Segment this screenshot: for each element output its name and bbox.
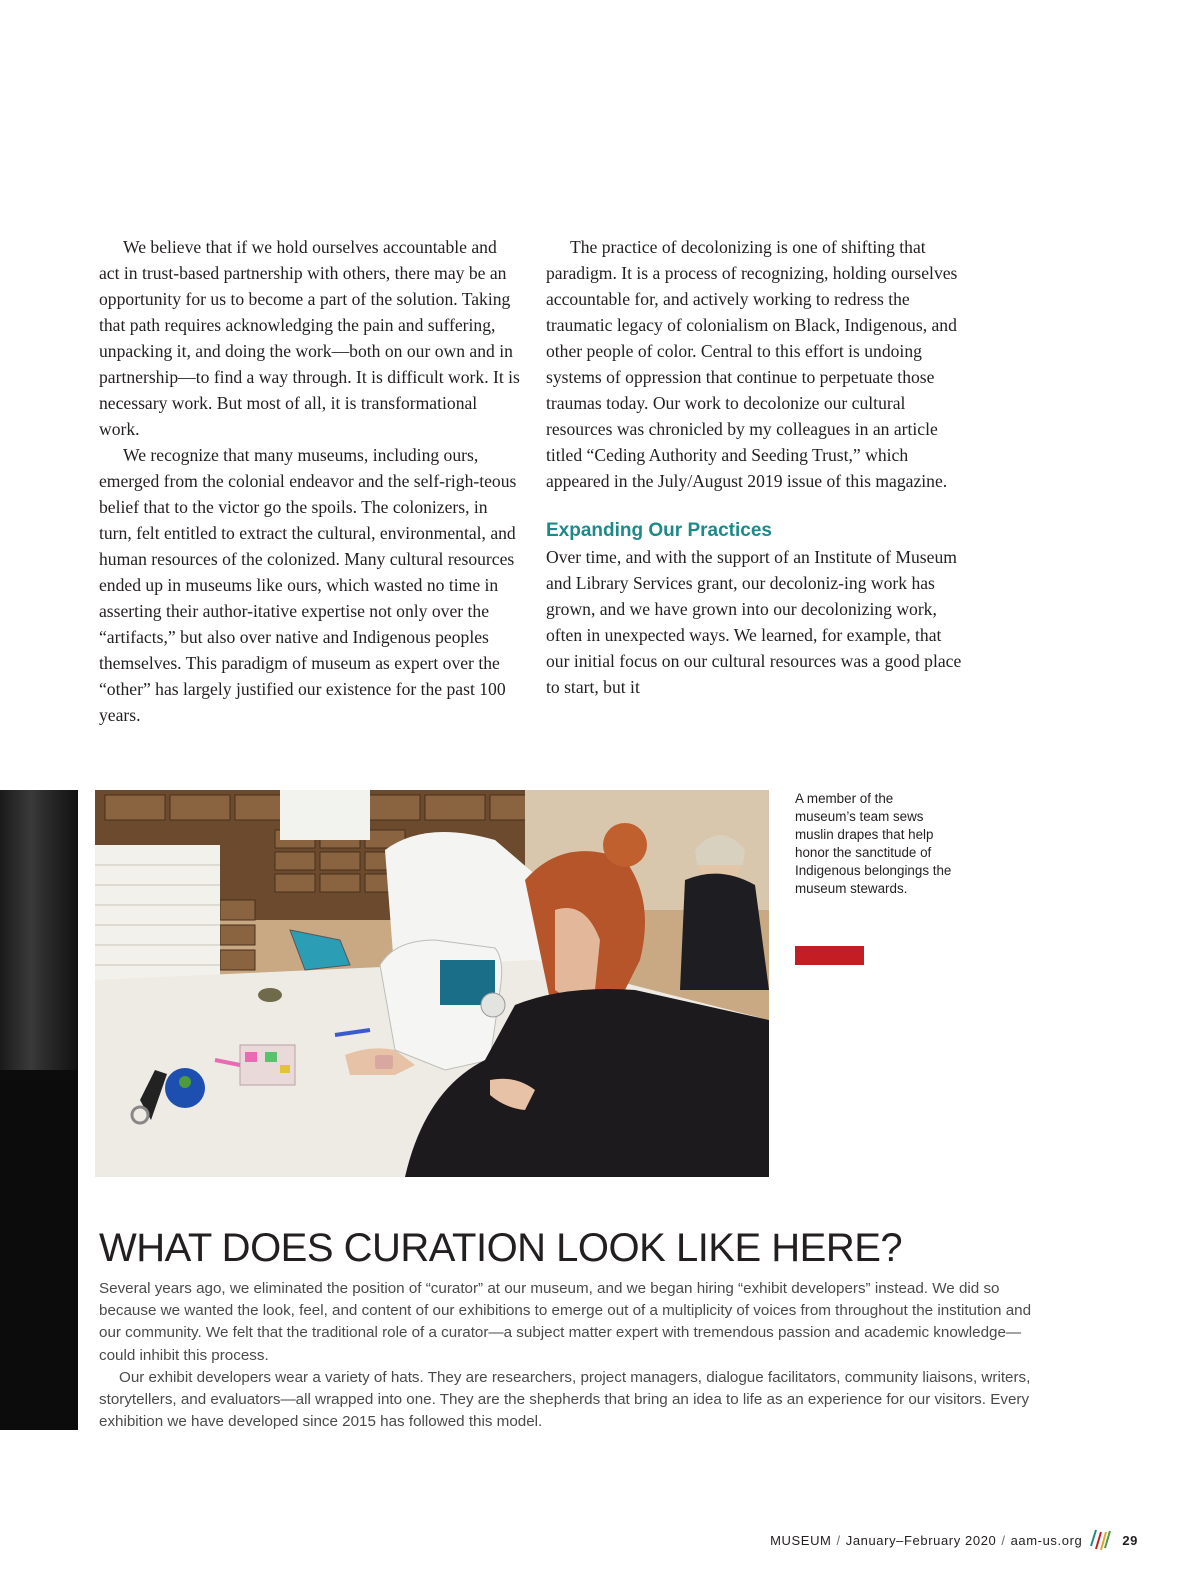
footer-separator: /	[1001, 1533, 1006, 1548]
issue-date: January–February 2020	[845, 1533, 997, 1548]
footer-separator: /	[836, 1533, 841, 1548]
side-image-strip	[0, 790, 78, 1430]
section-subhead: Expanding Our Practices	[546, 520, 772, 541]
sidebar-title: WHAT DOES CURATION LOOK LIKE HERE?	[99, 1226, 903, 1270]
page-number: 29	[1122, 1533, 1138, 1548]
page-footer	[770, 1526, 1138, 1555]
sidebar-paragraph: Several years ago, we eliminated the position of “curator” at our museum, and we began hiring “exhibit developers” instead. We did so because we wanted the look, feel, and content of our exhibitions to emerge out of a multiplicity of voices from throughout the institution and our community. We felt that the traditional role of a curator—a subject matter expert with tremendous passion and academic knowledge—could inhibit this process.	[99, 1280, 1032, 1364]
sidebar-body	[99, 1278, 1044, 1433]
side-image-panel	[0, 1070, 78, 1430]
site-link[interactable]: aam-us.org	[1010, 1533, 1083, 1548]
caption-accent-bar	[795, 946, 864, 965]
aam-stripes-logo-icon	[1088, 1526, 1112, 1555]
article-paragraph: The practice of decolonizing is one of shifting that paradigm. It is a process of recognizing, holding ourselves accountable for, and actively working to redress the traumatic legacy of colonialism on Black, Indigenous, and other people of color. Central to this effort is undoing systems of oppression that continue to perpetuate those traumas today. Our work to decolonize our cultural resources was chronicled by my colleagues in an article titled “Ceding Authority and Seeding Trust,” which appeared in the July/August 2019 issue of this magazine.	[546, 237, 958, 491]
article-paragraph: We believe that if we hold ourselves accountable and act in trust-based partnership with others, there may be an opportunity for us to become a part of the solution. Taking that path requires acknowledging the pain and suffering, unpacking it, and doing the work—both on our own and in partnership—to find a way through. It is difficult work. It is necessary work. But most of all, it is transformational work.	[99, 237, 520, 439]
article-column-left	[99, 234, 521, 728]
article-paragraph: We recognize that many museums, including ours, emerged from the colonial endeavor and the self-righ-teous belief that to the victor go the spoils. The colonizers, in turn, felt entitled to extract the cultural, environmental, and human resources of the colonized. Many cultural resources ended up in museums like ours, which wasted no time in asserting their author-itative expertise not only over the “artifacts,” but also over native and Indigenous peoples themselves. This paradigm of museum as expert over the “other” has largely justified our existence for the past 100 years.	[99, 445, 517, 725]
article-paragraph: Over time, and with the support of an Institute of Museum and Library Services grant, our decoloniz-ing work has grown, and we have grown into our decolonizing work, often in unexpected ways. We learned, for example, that our initial focus on our cultural resources was a good place to start, but it	[546, 547, 962, 697]
article-column-right	[546, 234, 968, 700]
sewing-photo	[95, 790, 769, 1177]
sidebar-paragraph: Our exhibit developers wear a variety of hats. They are researchers, project managers, dialogue facilitators, community liaisons, writers, storytellers, and evaluators—all wrapped into one. They are the shepherds that bring an idea to life as an experience for our visitors. Every exhibition we have developed since 2015 has followed this model.	[99, 1368, 1031, 1431]
photo-caption: A member of the museum’s team sews muslin drapes that help honor the sanctitude of Indigenous belongings the museum stewards.	[795, 791, 952, 896]
magazine-name: MUSEUM	[770, 1533, 832, 1548]
